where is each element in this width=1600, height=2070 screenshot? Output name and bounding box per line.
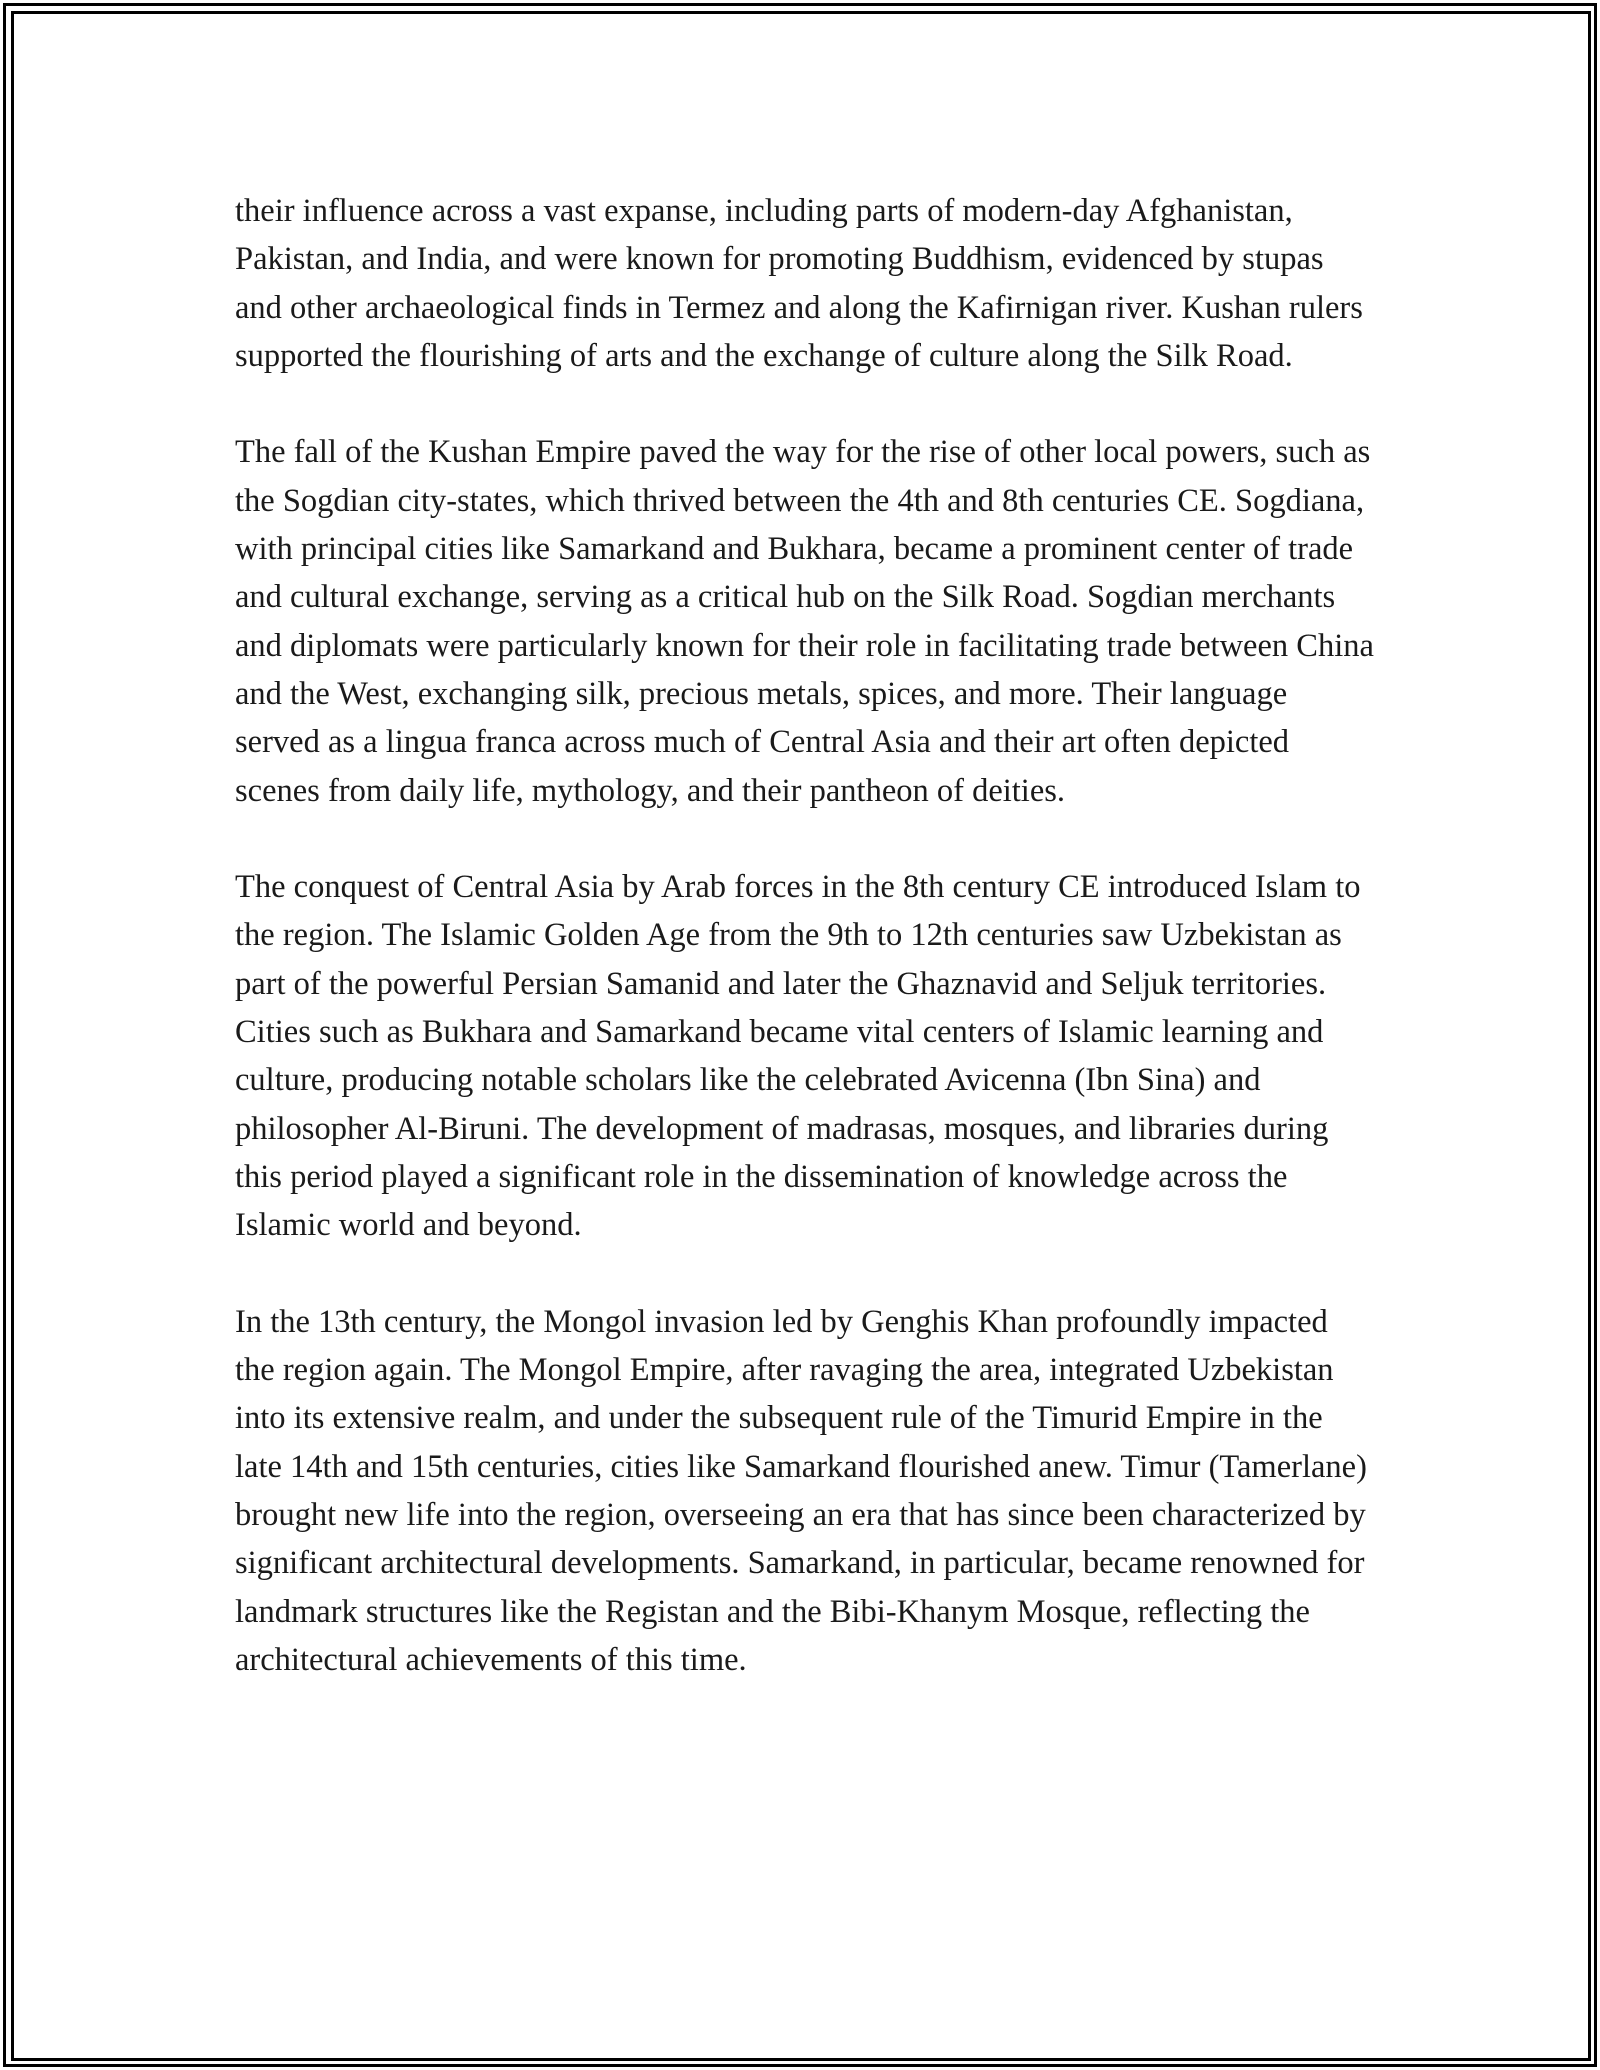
- document-body: [235, 187, 1375, 1733]
- paragraph-sogdian-city-states: The fall of the Kushan Empire paved the way for the rise of other local powers, such as the Sogdian city-states, which thrived between the 4th and 8th centuries CE. Sogdiana, with principal cities like Samarkand and Bukhara, became a prominent center of trade and cultural exchange, serving as a critical hub on the Silk Road. Sogdian merchants and diplomats were particularly known for their role in facilitating trade between China and the West, exchanging silk, precious metals, spices, and more. Their language served as a lingua franca across much of Central Asia and their art often depicted scenes from daily life, mythology, and their pantheon of deities.: [235, 434, 1374, 809]
- paragraph-arab-conquest: The conquest of Central Asia by Arab forces in the 8th century CE introduced Islam to the region. The Islamic Golden Age from the 9th to 12th centuries saw Uzbekistan as part of the powerful Persian Samanid and later the Ghaznavid and Seljuk territories. Cities such as Bukhara and Samarkand became vital centers of Islamic learning and culture, producing notable scholars like the celebrated Avicenna (Ibn Sina) and philosopher Al-Biruni. The development of madrasas, mosques, and libraries during this period played a significant role in the dissemination of knowledge across the Islamic world and beyond.: [235, 869, 1361, 1244]
- paragraph-kushan-influence: their influence across a vast expanse, including parts of modern-day Afghanistan, Pakistan, and India, and were known for promoting Buddhism, evidenced by stupas and other archaeological finds in Termez and along the Kafirnigan river. Kushan rulers supported the flourishing of arts and the exchange of culture along the Silk Road.: [235, 193, 1363, 374]
- paragraph-mongol-timurid: In the 13th century, the Mongol invasion led by Genghis Khan profoundly impacted the region again. The Mongol Empire, after ravaging the area, integrated Uzbekistan into its extensive realm, and under the subsequent rule of the Timurid Empire in the late 14th and 15th centuries, cities like Samarkand flourished anew. Timur (Tamerlane) brought new life into the region, overseeing an era that has since been characterized by significant architectural developments. Samarkand, in particular, became renowned for landmark structures like the Registan and the Bibi-Khanym Mosque, reflecting the architectural achievements of this time.: [235, 1303, 1367, 1678]
